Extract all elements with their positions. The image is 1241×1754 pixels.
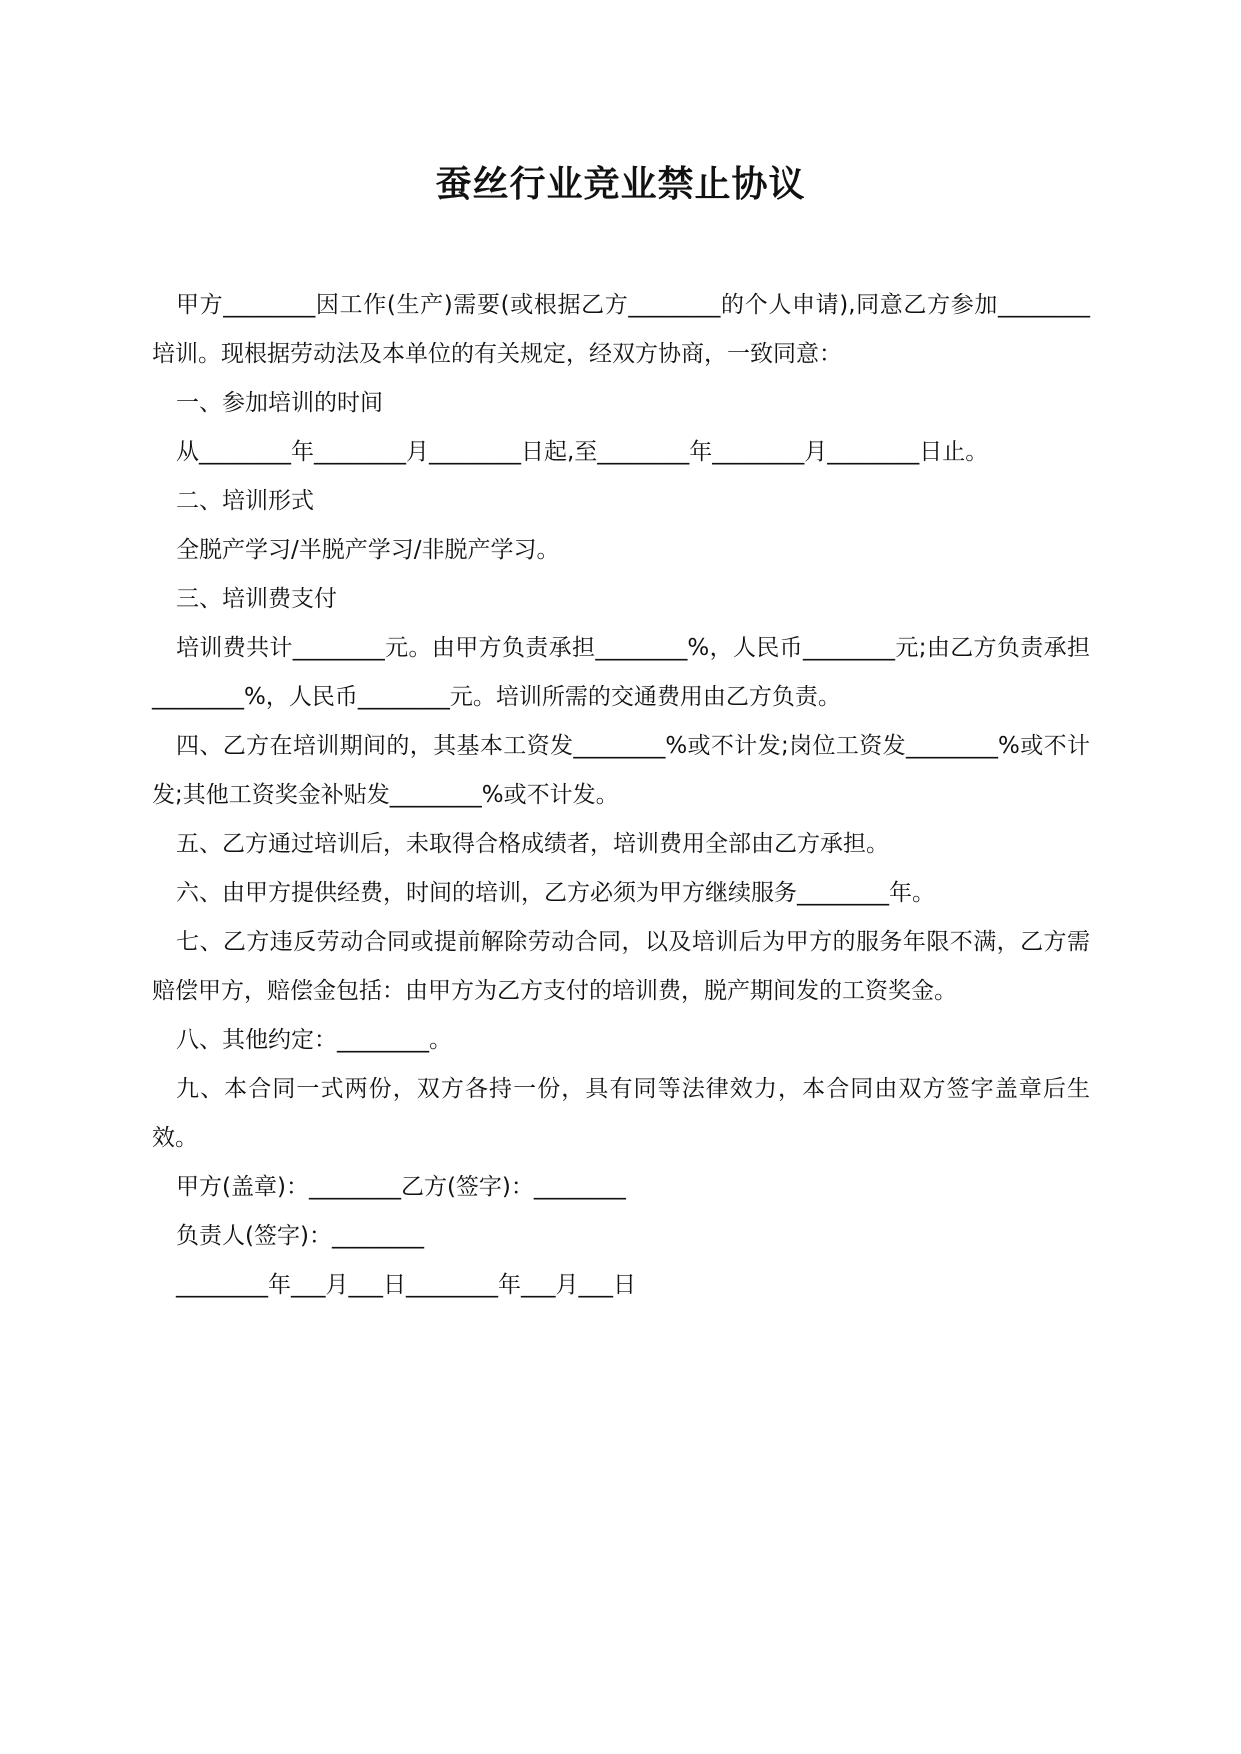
section-9: 九、本合同一式两份，双方各持一份，具有同等法律效力，本合同由双方签字盖章后生效。: [152, 1076, 1090, 1151]
signature-line-parties: 甲方(盖章)：________乙方(签字)：________: [176, 1174, 626, 1200]
section-5: 五、乙方通过培训后，未取得合格成绩者，培训费用全部由乙方承担。: [176, 831, 889, 857]
document-body: [152, 281, 1090, 1310]
signature-date-line: ________年___月___日________年___月___日: [176, 1272, 636, 1298]
section-6: 六、由甲方提供经费，时间的培训，乙方必须为甲方继续服务________年。: [176, 880, 935, 906]
section-3-heading: 三、培训费支付: [176, 586, 337, 612]
section-3-content: 培训费共计________元。由甲方负责承担________%，人民币________元;由乙方负责承担________%，人民币________元。培训所需的交通费用由乙方负责。: [152, 635, 1090, 710]
section-2-content: 全脱产学习/半脱产学习/非脱产学习。: [176, 537, 560, 563]
document-title: 蚕丝行业竞业禁止协议: [435, 164, 806, 205]
section-1-heading: 一、参加培训的时间: [176, 390, 383, 416]
section-7: 七、乙方违反劳动合同或提前解除劳动合同，以及培训后为甲方的服务年限不满，乙方需赔偿甲方，赔偿金包括：由甲方为乙方支付的培训费，脱产期间发的工资奖金。: [152, 929, 1090, 1004]
intro-paragraph: 甲方________因工作(生产)需要(或根据乙方________的个人申请),同意乙方参加________培训。现根据劳动法及本单位的有关规定，经双方协商，一致同意：: [152, 292, 1090, 367]
section-2-heading: 二、培训形式: [176, 488, 314, 514]
signature-line-responsible: 负责人(签字)：________: [176, 1223, 424, 1249]
section-4: 四、乙方在培训期间的，其基本工资发________%或不计发;岗位工资发________%或不计发;其他工资奖金补贴发________%或不计发。: [152, 733, 1090, 808]
section-1-content: 从________年________月________日起,至________年________月________日止。: [176, 439, 989, 465]
section-8: 八、其他约定：________。: [176, 1027, 452, 1053]
